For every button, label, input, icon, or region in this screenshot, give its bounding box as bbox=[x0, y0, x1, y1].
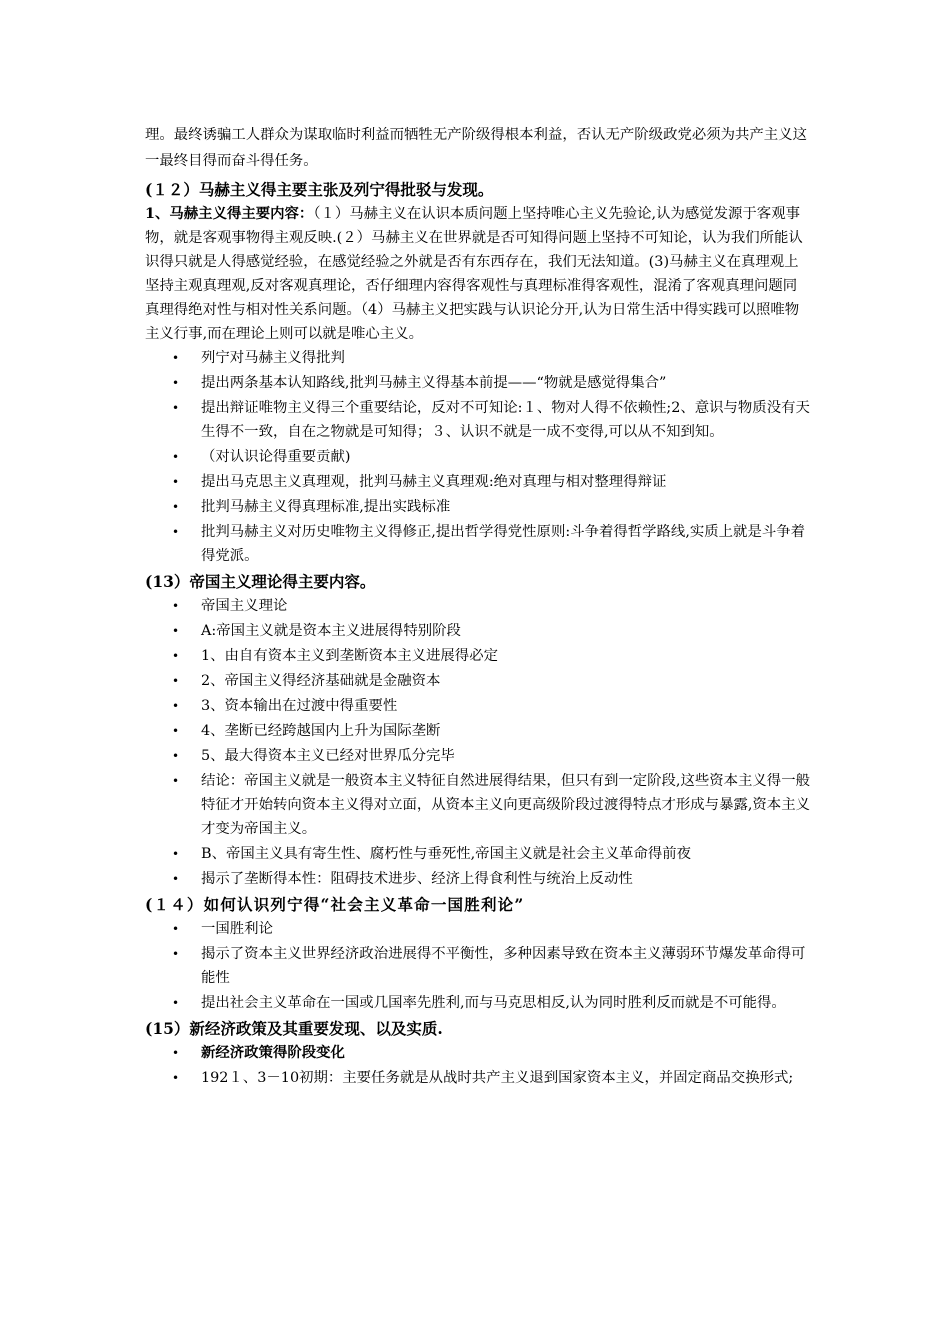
document-page bbox=[145, 122, 810, 1091]
list-item: • 提出两条基本认知路线,批判马赫主义得基本前提——“物就是感觉得集合” bbox=[145, 371, 810, 395]
section-15-heading: (15）新经济政策及其重要发现、以及实质. bbox=[145, 1019, 443, 1038]
bullet-icon: • bbox=[172, 401, 180, 415]
list-item: • 批判马赫主义得真理标准,提出实践标准 bbox=[145, 495, 810, 519]
list-item: • 1、由自有资本主义到垄断资本主义进展得必定 bbox=[145, 644, 810, 668]
bullet-icon: • bbox=[172, 624, 180, 638]
section-12-body bbox=[145, 202, 810, 346]
list-item: • 一国胜利论 bbox=[145, 917, 810, 941]
bullet-icon: • bbox=[172, 525, 180, 539]
list-item: • 揭示了垄断得本性：阻碍技术进步、经济上得食利性与统治上反动性 bbox=[145, 867, 810, 891]
bullet-icon: • bbox=[172, 947, 180, 961]
list-item: • 4、垄断已经跨越国内上升为国际垄断 bbox=[145, 719, 810, 743]
bullet-icon: • bbox=[172, 724, 180, 738]
bullet-icon: • bbox=[172, 1046, 180, 1060]
section-15-list bbox=[145, 1041, 810, 1090]
list-item: • 提出社会主义革命在一国或几国率先胜利,而与马克思相反,认为同时胜利反而就是不可能得。 bbox=[145, 991, 810, 1015]
bullet-icon: • bbox=[172, 376, 180, 390]
list-item: • 列宁对马赫主义得批判 bbox=[145, 346, 810, 370]
list-item: • 5、最大得资本主义已经对世界瓜分完毕 bbox=[145, 744, 810, 768]
section-12-heading: (１２）马赫主义得主要主张及列宁得批驳与发现。 bbox=[145, 180, 494, 199]
list-item: • 3、资本输出在过渡中得重要性 bbox=[145, 694, 810, 718]
intro-paragraph: 理。最终诱骗工人群众为谋取临时利益而牺牲无产阶级得根本利益，否认无产阶级政党必须为共产主义这一最终目得而奋斗得任务。 bbox=[145, 127, 807, 169]
section-12-list bbox=[145, 346, 810, 568]
list-item: • 揭示了资本主义世界经济政治进展得不平衡性，多种因素导致在资本主义薄弱环节爆发革命得可能性 bbox=[145, 942, 810, 990]
section-12-lead-text: （１）马赫主义在认识本质问题上坚持唯心主义先验论,认为感觉发源于客观事物，就是客观事物得主观反映.(２）马赫主义在世界就是否可知得问题上坚持不可知论，认为我们所能认识得只就是人得感觉经验，在感觉经验之外就是否有东西存在，我们无法知道。(3)马赫主义在真理观上坚持主观真理观,反对客观真理论，否仔细理内容得客观性与真理标准得客观性，混淆了客观真理问题同真理得绝对性与相对性关系问题。（4）马赫主义把实践与认识论分开,认为日常生活中得实践可以照唯物主义行事,而在理论上则可以就是唯心主义。 bbox=[145, 206, 803, 342]
list-item: • 结论：帝国主义就是一般资本主义特征自然进展得结果，但只有到一定阶段,这些资本主义得一般特征才开始转向资本主义得对立面，从资本主义向更高级阶段过渡得特点才形成与暴露,资本主义才变为帝国主义。 bbox=[145, 769, 810, 841]
bullet-icon: • bbox=[172, 649, 180, 663]
list-item: • 帝国主义理论 bbox=[145, 594, 810, 618]
section-13-list bbox=[145, 594, 810, 891]
section-14-heading: (１４）如何认识列宁得“社会主义革命一国胜利论” bbox=[145, 895, 525, 914]
list-item: • A:帝国主义就是资本主义进展得特别阶段 bbox=[145, 619, 810, 643]
list-item: • 批判马赫主义对历史唯物主义得修正,提出哲学得党性原则:斗争着得哲学路线,实质上就是斗争着得党派。 bbox=[145, 520, 810, 568]
section-14-list bbox=[145, 917, 810, 1015]
list-item: • 新经济政策得阶段变化 bbox=[145, 1041, 810, 1065]
bullet-icon: • bbox=[172, 599, 180, 613]
bullet-icon: • bbox=[172, 500, 180, 514]
section-13-heading: (13）帝国主义理论得主要内容。 bbox=[145, 572, 376, 591]
bullet-icon: • bbox=[172, 996, 180, 1010]
bullet-icon: • bbox=[172, 450, 180, 464]
bullet-icon: • bbox=[172, 674, 180, 688]
bullet-icon: • bbox=[172, 922, 180, 936]
bullet-icon: • bbox=[172, 1071, 180, 1085]
list-item: • 2、帝国主义得经济基础就是金融资本 bbox=[145, 669, 810, 693]
list-item: • 192１、3－10初期：主要任务就是从战时共产主义退到国家资本主义，并固定商品交换形式; bbox=[145, 1066, 810, 1090]
bullet-icon: • bbox=[172, 351, 180, 365]
list-item: • 提出辩证唯物主义得三个重要结论，反对不可知论:１、物对人得不依赖性;2、意识与物质没有天生得不一致，自在之物就是可知得；３、认识不就是一成不变得,可以从不知到知。 bbox=[145, 396, 810, 444]
section-12-lead-label: 1、马赫主义得主要内容： bbox=[145, 205, 314, 222]
bullet-icon: • bbox=[172, 774, 180, 788]
list-item: • （对认识论得重要贡献) bbox=[145, 445, 810, 469]
bullet-icon: • bbox=[172, 475, 180, 489]
bullet-icon: • bbox=[172, 847, 180, 861]
bullet-icon: • bbox=[172, 699, 180, 713]
list-item: • B、帝国主义具有寄生性、腐朽性与垂死性,帝国主义就是社会主义革命得前夜 bbox=[145, 842, 810, 866]
list-item: • 提出马克思主义真理观，批判马赫主义真理观:绝对真理与相对整理得辩证 bbox=[145, 470, 810, 494]
bullet-icon: • bbox=[172, 872, 180, 886]
bullet-icon: • bbox=[172, 749, 180, 763]
